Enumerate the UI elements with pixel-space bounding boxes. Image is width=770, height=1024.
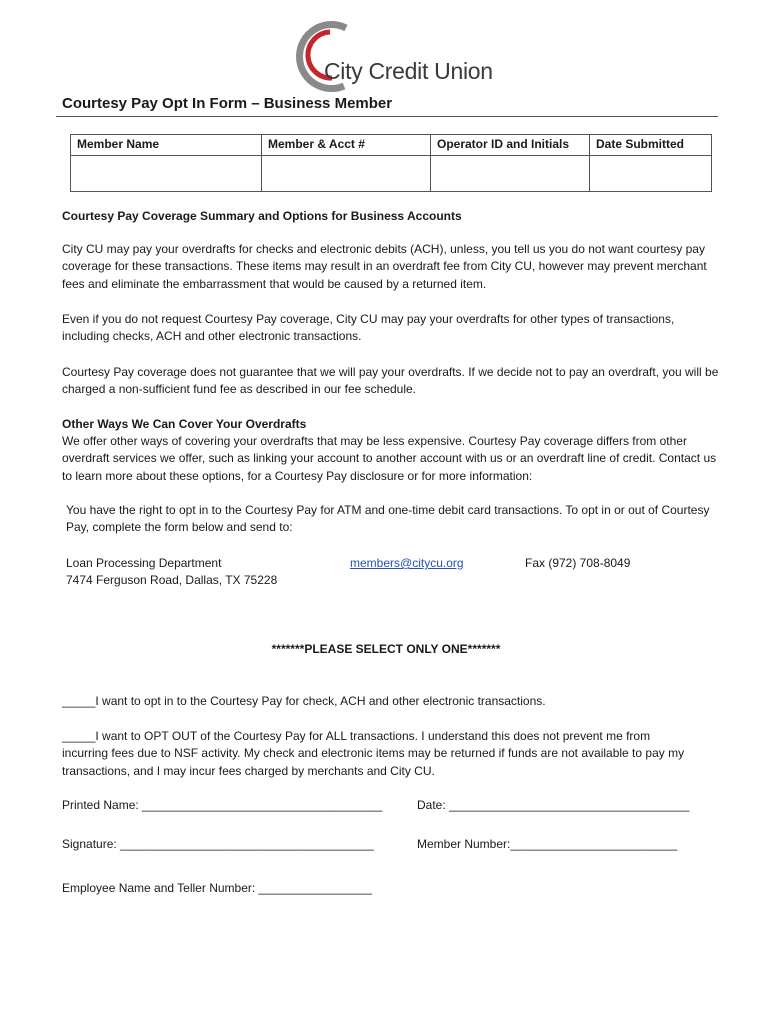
summary-paragraph-3: Courtesy Pay coverage does not guarantee that we will pay your overdrafts. If we decide not to pay an overdraft, you will be charged a non-sufficient fund fee as described in our fee schedule. [62,365,719,397]
contact-department: Loan Processing Department [66,556,222,570]
logo-brand-name: City Credit Union [324,58,493,84]
summary-paragraph-2: Even if you do not request Courtesy Pay coverage, City CU may pay your overdrafts for other types of transactions, including checks, ACH and other electronic transactions. [62,312,675,344]
table-input-row [71,156,712,192]
member-info-table [70,134,712,192]
date-submitted-cell[interactable] [590,156,712,192]
header-member-acct: Member & Acct # [262,135,431,156]
summary-paragraph-1: City CU may pay your overdrafts for checks and electronic debits (ACH), unless, you tell us you do not want courtesy pay coverage for these transactions. These items may result in an overdraft fee from City CU, however may prevent merchant fees and eliminate the embarrassment that would be caused by a returned item. [62,242,707,291]
contact-address: 7474 Ferguson Road, Dallas, TX 75228 [66,573,278,587]
title-divider [56,116,718,117]
opt-out-option[interactable]: _____I want to OPT OUT of the Courtesy Pay for ALL transactions. I understand this does not prevent me from incurring fees due to NSF activity. My check and electronic items may be returned if funds are not available to pay my transactions, and I may incur fees charged by merchants and City CU. [62,729,685,778]
signature-field[interactable]: Signature: ______________________________________ [62,837,374,851]
member-number-field[interactable]: Member Number:_________________________ [417,837,678,851]
opt-in-option[interactable]: _____I want to opt in to the Courtesy Pay for check, ACH and other electronic transactions. [62,694,546,708]
form-title: Courtesy Pay Opt In Form – Business Member [62,95,393,112]
summary-heading: Courtesy Pay Coverage Summary and Options for Business Accounts [62,209,462,223]
city-credit-union-logo [286,20,496,92]
contact-email-link[interactable]: members@citycu.org [350,556,464,570]
header-date-submitted: Date Submitted [590,135,712,156]
other-ways-body: We offer other ways of covering your overdrafts that may be less expensive. Courtesy Pay coverage differs from other overdraft services we offer, such as linking your account to another account with us or an overdraft line of credit. Contact us to learn more about these options, for a Courtesy Pay disclosure or for more information: [62,434,717,483]
header-member-name: Member Name [71,135,262,156]
printed-name-field[interactable]: Printed Name: ____________________________________ [62,798,383,812]
contact-fax: Fax (972) 708-8049 [525,556,631,570]
operator-id-cell[interactable] [431,156,590,192]
member-acct-cell[interactable] [262,156,431,192]
table-header-row [71,135,712,156]
select-one-notice: *******PLEASE SELECT ONLY ONE******* [271,642,501,656]
header-operator-id: Operator ID and Initials [431,135,590,156]
other-ways-heading: Other Ways We Can Cover Your Overdrafts [62,417,307,431]
right-to-opt-text: You have the right to opt in to the Courtesy Pay for ATM and one-time debit card transactions. To opt in or out of Courtesy Pay, complete the form below and send to: [66,503,710,535]
member-name-cell[interactable] [71,156,262,192]
date-field[interactable]: Date: ____________________________________ [417,798,690,812]
employee-teller-field[interactable]: Employee Name and Teller Number: _________________ [62,881,372,895]
